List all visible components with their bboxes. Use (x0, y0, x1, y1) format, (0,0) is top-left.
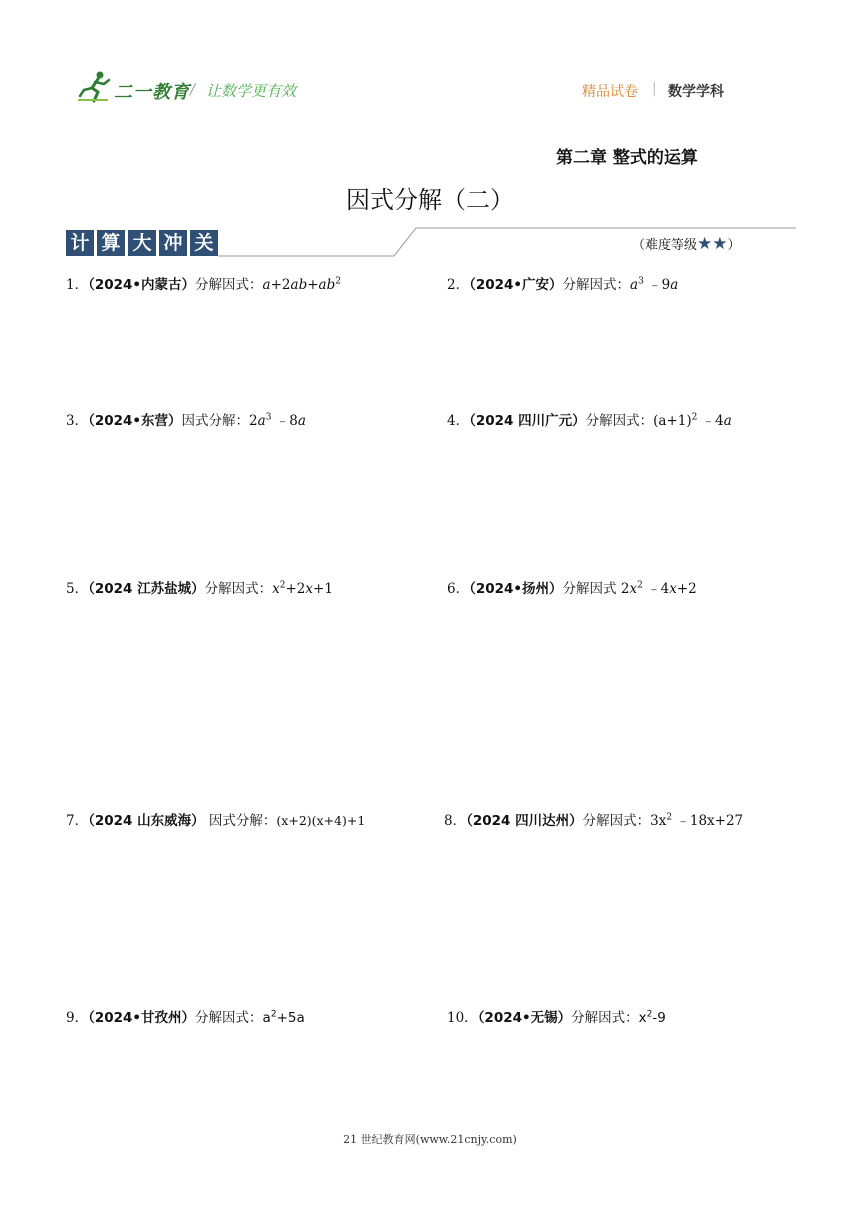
problem-1 (66, 273, 341, 293)
math-term: +2 (270, 277, 291, 293)
problem-8 (444, 809, 743, 829)
problem-number: 7． (66, 813, 89, 829)
problem-prompt: 分解因式： (585, 413, 654, 429)
difficulty-close: ） (727, 238, 741, 253)
problem-source: （2024•东营） (88, 413, 182, 429)
difficulty-label: （难度等级 (632, 238, 698, 253)
chapter-heading: 第二章 整式的运算 (556, 148, 698, 168)
banner-char: 计 (66, 230, 94, 256)
math-term: a (723, 413, 732, 429)
problem-prompt: 分解因式： (562, 277, 631, 293)
problem-number: 3． (66, 413, 89, 429)
math-exponent: 2 (646, 1009, 653, 1020)
math-term: ﹣4 (697, 413, 724, 429)
logo-text: 二一教育 (114, 82, 190, 103)
math-term: a (630, 277, 639, 293)
header-quality-label: 精品试卷 (582, 84, 638, 100)
problem-prompt: 分解因式： (571, 1010, 639, 1026)
math-exponent: 2 (335, 276, 341, 287)
math-term: ﹣9 (643, 277, 671, 293)
header-divider: | (652, 81, 657, 97)
problem-number: 8． (444, 813, 467, 829)
problem-source: （2024•内蒙古） (88, 277, 196, 293)
math-term: + (307, 277, 319, 293)
math-term: 2 (620, 581, 630, 597)
math-term: x (629, 581, 638, 597)
math-term: +1 (313, 581, 333, 597)
problem-prompt: 分解因式： (195, 1010, 263, 1026)
math-term: 2 (249, 413, 258, 429)
math-term: +2 (676, 581, 697, 597)
math-exponent: 3 (265, 412, 272, 423)
problem-number: 10． (447, 1010, 478, 1026)
problem-6 (447, 577, 697, 597)
math-term: -9 (652, 1010, 666, 1026)
problem-prompt: 因式分解： (204, 813, 277, 829)
math-term: ab (290, 277, 308, 293)
problem-source: （2024 江苏盐城） (88, 581, 205, 597)
problem-source: （2024•广安） (469, 277, 563, 293)
math-term: a (262, 1010, 271, 1026)
logo-separator: / (190, 80, 196, 98)
math-exponent: 2 (637, 580, 643, 591)
math-exponent: 2 (691, 412, 698, 423)
problem-prompt: 分解因式： (582, 813, 651, 829)
problem-prompt: 因式分解： (181, 413, 250, 429)
problem-number: 2． (447, 277, 470, 293)
problem-source: （2024 山东威海） (88, 813, 205, 829)
problem-4 (447, 409, 732, 429)
problem-9 (66, 1006, 305, 1026)
math-exponent: 3 (638, 276, 644, 287)
logo-slogan: 让数学更有效 (206, 82, 297, 100)
math-term: ﹣8 (271, 413, 298, 429)
banner-char: 大 (128, 230, 156, 256)
problem-number: 4． (447, 413, 470, 429)
problem-source: （2024•无锡） (477, 1010, 572, 1026)
problem-number: 9． (66, 1010, 89, 1026)
difficulty-rating (632, 234, 741, 254)
header-subject-label: 数学学科 (668, 84, 724, 100)
math-term: ﹣4 (642, 581, 670, 597)
math-term: 3x (650, 813, 667, 829)
problem-source: （2024•甘孜州） (88, 1010, 196, 1026)
problem-number: 6． (447, 581, 470, 597)
problem-3 (66, 409, 306, 429)
problem-prompt: 分解因式： (204, 581, 273, 597)
problem-source: （2024•扬州） (469, 581, 563, 597)
problem-7 (66, 809, 365, 829)
math-term: (a+1) (653, 413, 692, 429)
math-exponent: 2 (666, 812, 673, 823)
problem-prompt: 分解因式 (562, 581, 621, 597)
math-term: a (670, 277, 679, 293)
problem-number: 5． (66, 581, 89, 597)
math-term: x (272, 581, 280, 597)
problem-2 (447, 273, 678, 293)
math-exponent: 2 (270, 1009, 277, 1020)
math-exponent: 2 (279, 580, 286, 591)
math-term: +2 (285, 581, 306, 597)
problem-prompt: 分解因式： (195, 277, 263, 293)
star-icon: ★★ (697, 234, 728, 254)
page-title: 因式分解（二） (346, 186, 514, 214)
math-term: x (669, 581, 677, 597)
math-term: +5a (276, 1010, 305, 1026)
math-term: a (257, 413, 266, 429)
banner-char: 算 (97, 230, 125, 256)
banner-char: 关 (190, 230, 218, 256)
page-footer: 21 世纪教育网(www.21cnjy.com) (343, 1133, 517, 1146)
problem-number: 1． (66, 277, 89, 293)
problem-source: （2024 四川达州） (466, 813, 583, 829)
math-term: ﹣18x+27 (672, 813, 744, 829)
math-term: (x+2)(x+4)+1 (276, 813, 366, 828)
math-term: x (305, 581, 314, 597)
runner-logo-icon (78, 70, 112, 104)
problem-source: （2024 四川广元） (469, 413, 586, 429)
problem-10 (447, 1006, 666, 1026)
problem-5 (66, 577, 333, 597)
math-term: x (638, 1010, 647, 1026)
math-term: a (262, 277, 271, 293)
math-term: ab (318, 277, 336, 293)
banner-char: 冲 (159, 230, 187, 256)
math-term: a (297, 413, 306, 429)
